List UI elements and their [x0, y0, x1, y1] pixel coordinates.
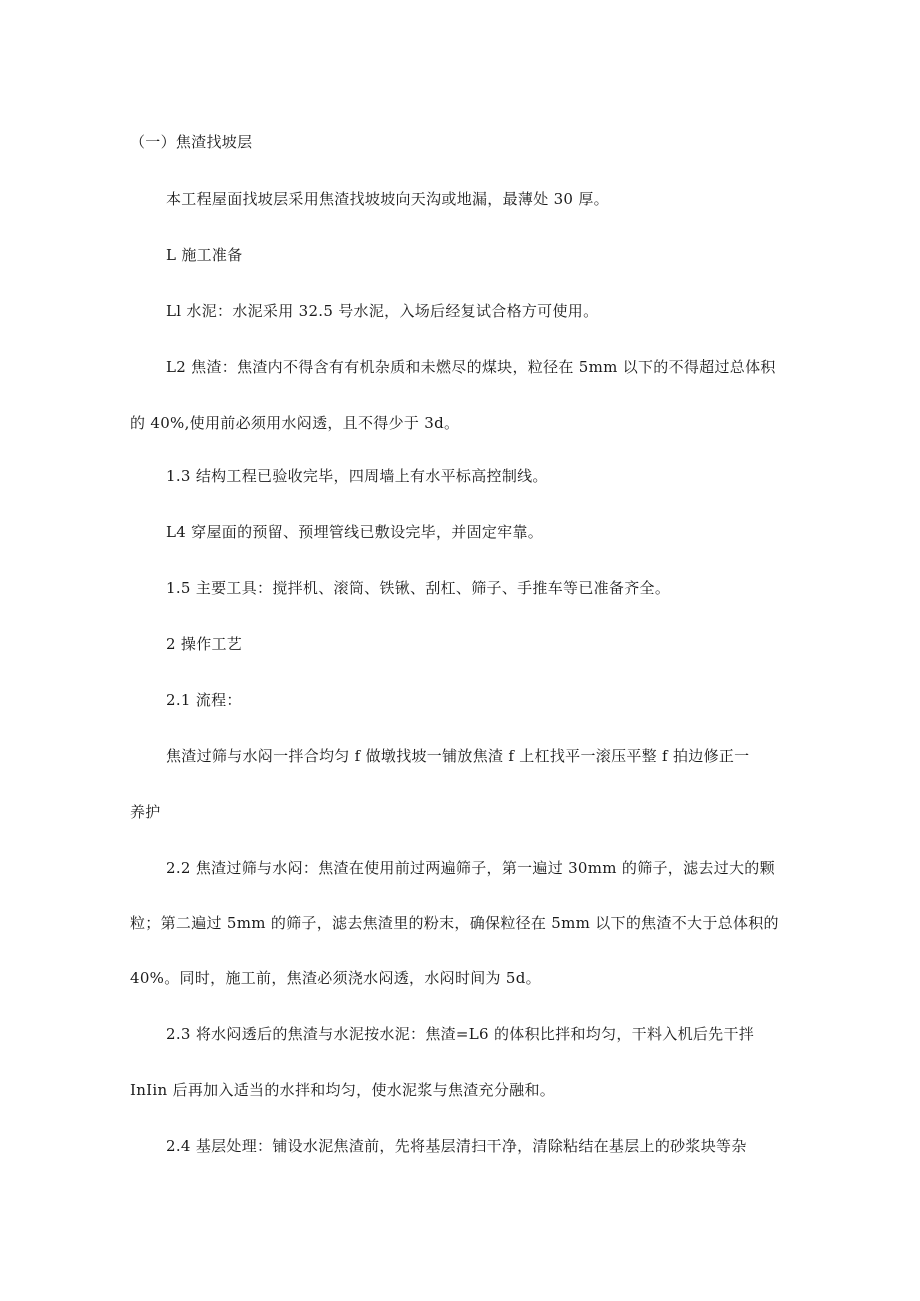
subheading: L 施工准备 [166, 246, 243, 264]
paragraph: 1.5 主要工具：搅拌机、滚筒、铁锹、刮杠、筛子、手推车等已准备齐全。 [166, 579, 671, 597]
paragraph-continuation: 粒；第二遍过 5mm 的筛子，滤去焦渣里的粉末，确保粒径在 5mm 以下的焦渣不大于总体积的 [130, 914, 779, 932]
paragraph: 2.3 将水闷透后的焦渣与水泥按水泥：焦渣=L6 的体积比拌和均匀，干料入机后先干拌 [166, 1025, 755, 1043]
paragraph: L2 焦渣：焦渣内不得含有有机杂质和未燃尽的煤块，粒径在 5mm 以下的不得超过总体积 [166, 358, 776, 376]
paragraph: L4 穿屋面的预留、预埋管线已敷设完毕，并固定牢靠。 [166, 523, 544, 541]
section-heading: （一）焦渣找坡层 [130, 133, 253, 151]
subheading: 2 操作工艺 [166, 635, 243, 653]
paragraph: 1.3 结构工程已验收完毕，四周墙上有水平标高控制线。 [166, 467, 548, 485]
paragraph: 本工程屋面找坡层采用焦渣找坡坡向天沟或地漏，最薄处 30 厚。 [166, 190, 609, 208]
paragraph-continuation: InIin 后再加入适当的水拌和均匀，使水泥浆与焦渣充分融和。 [130, 1081, 556, 1099]
paragraph-continuation: 的 40%,使用前必须用水闷透，且不得少于 3d。 [130, 414, 460, 432]
paragraph-continuation: 养护 [130, 803, 161, 821]
paragraph-continuation: 40%。同时，施工前，焦渣必须浇水闷透，水闷时间为 5d。 [130, 969, 541, 987]
paragraph: Ll 水泥：水泥采用 32.5 号水泥，入场后经复试合格方可使用。 [166, 302, 599, 320]
paragraph: 2.4 基层处理：铺设水泥焦渣前，先将基层清扫干净，清除粘结在基层上的砂浆块等杂 [166, 1137, 747, 1155]
paragraph: 2.2 焦渣过筛与水闷：焦渣在使用前过两遍筛子，第一遍过 30mm 的筛子，滤去过大的颗 [166, 859, 775, 877]
paragraph: 焦渣过筛与水闷一拌合均匀 f 做墩找坡一铺放焦渣 f 上杠找平一滚压平整 f 拍边修正一 [166, 747, 750, 765]
paragraph: 2.1 流程： [166, 691, 242, 709]
